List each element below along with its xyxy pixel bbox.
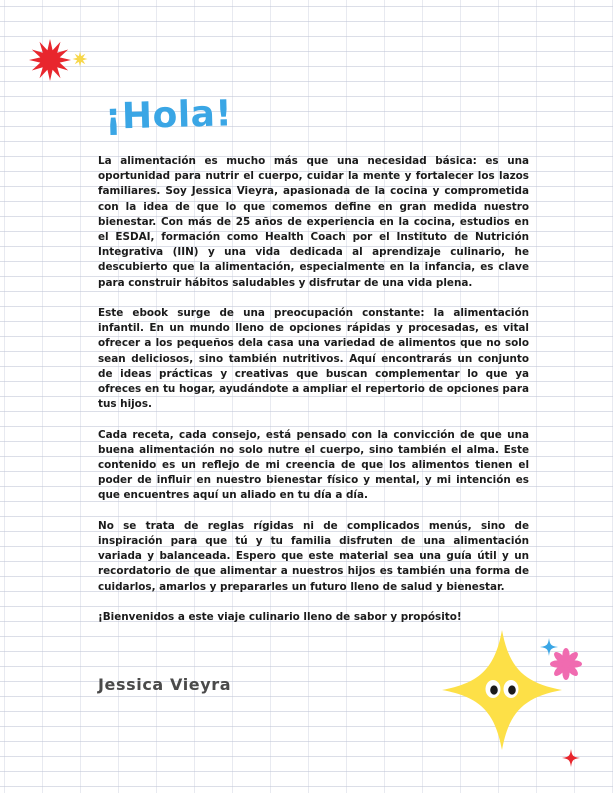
intro-paragraph: La alimentación es mucho más que una necesidad básica: es una oportunidad para nutrir el cuerpo, cuidar la mente y fortalecer los lazos familiares. Soy Jessica Vieyra, apasionada de la cocina y comprometida con la idea de que lo que comemos define en gran medida nuestro bienestar. Con más de 25 años de experiencia en la cocina, estudios en el ESDAI, formación como Health Coach por el Instituto de Nutrición Integrativa (IIN) y una vida dedicada al aprendizaje culinario, he descubierto que la alimentación, especialmente en la infancia, es clave para construir hábitos saludables y disfrutar de una vida plena. <box>98 155 529 289</box>
conviction-paragraph: Cada receta, cada consejo, está pensado con la convicción de que una buena alimentación no solo nutre el cuerpo, sino también el alma. Este contenido es un reflejo de mi creencia de que los alimentos tienen el poder de influir en nuestro bienestar físico y mental, y mi intención es que encuentres aquí un aliado en tu día a día. <box>98 428 529 502</box>
red-sparkle-icon <box>562 749 580 767</box>
letter-body <box>98 154 529 640</box>
page-title: ¡Hola! <box>104 93 233 138</box>
signature: Jessica Vieyra <box>98 675 232 694</box>
yellow-burst-icon <box>72 51 88 67</box>
inspiration-paragraph: No se trata de reglas rígidas ni de complicados menús, sino de inspiración para que tú y tu familia disfruten de una alimentación variada y balanceada. Espero que este material sea una guía útil y un recordatorio de que alimentar a nuestros hijos es también una forma de cuidarlos, amarlos y prepararles un futuro lleno de salud y bienestar. <box>98 519 529 593</box>
welcome-paragraph: ¡Bienvenidos a este viaje culinario lleno de sabor y propósito! <box>98 611 462 624</box>
pink-flower-icon <box>550 648 582 680</box>
ebook-purpose-paragraph: Este ebook surge de una preocupación constante: la alimentación infantil. En un mundo lleno de opciones rápidas y procesadas, es vital ofrecer a los pequeños dela casa una variedad de alimentos que no solo sean deliciosos, sino también nutritivos. Aquí encontrarás un conjunto de ideas prácticas y creativas que buscan complementar lo que ya ofreces en tu hogar, ayudándote a ampliar el repertorio de opciones para tus hijos. <box>98 307 529 411</box>
red-burst-icon <box>28 38 72 82</box>
